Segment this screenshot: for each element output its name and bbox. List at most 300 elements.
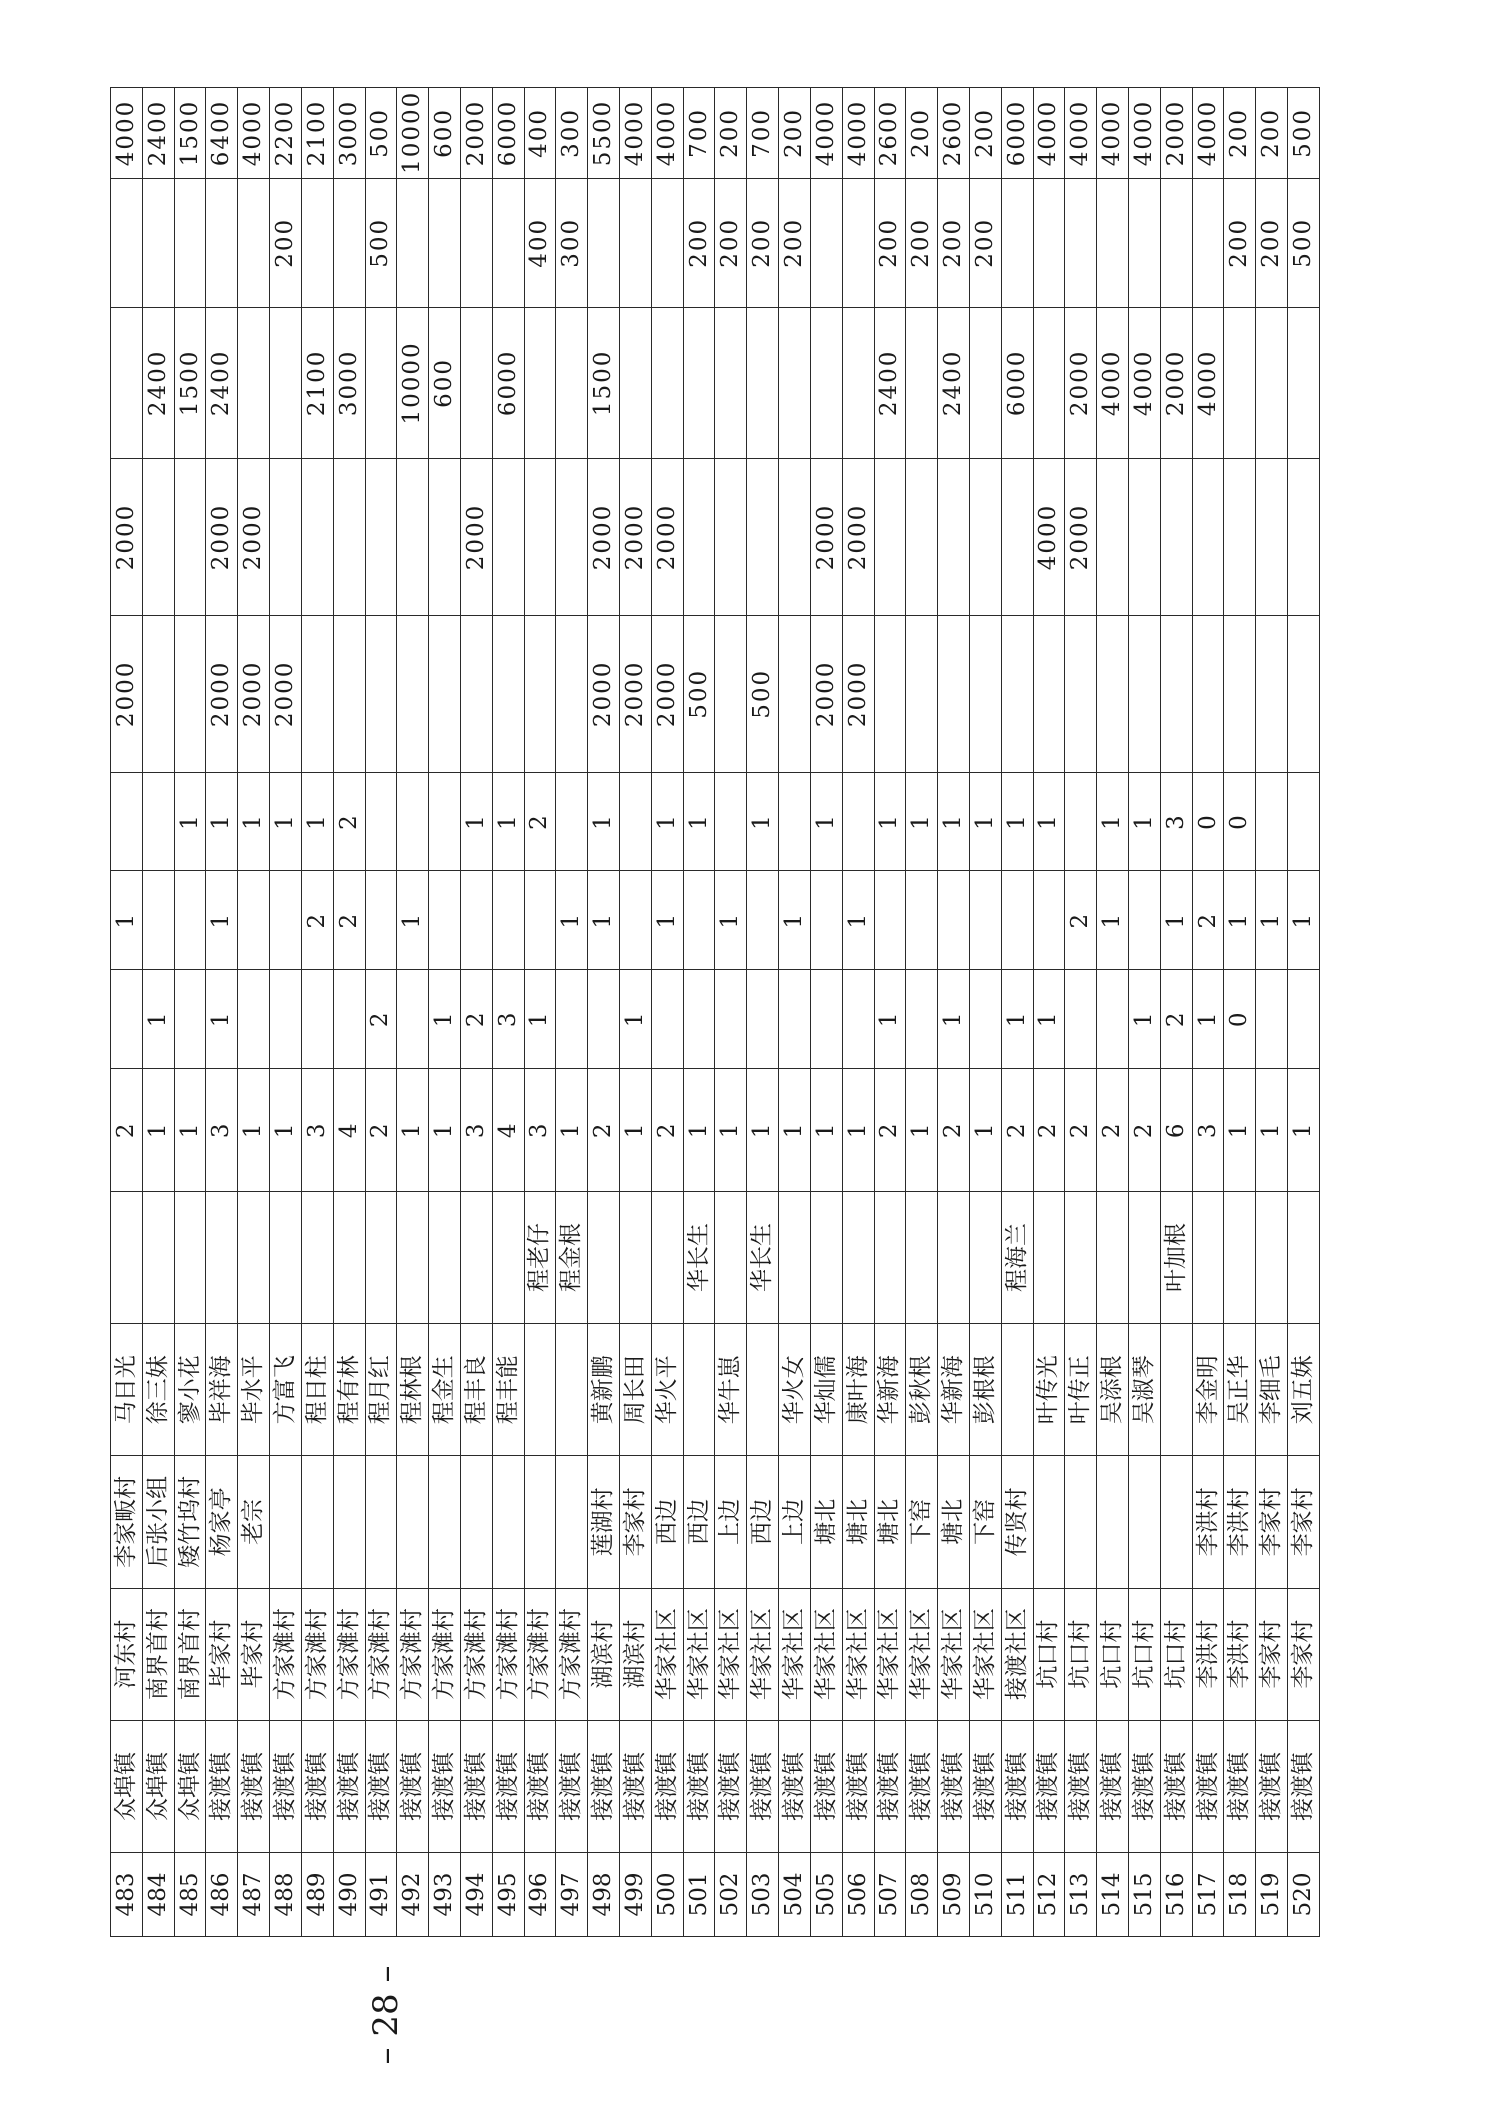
cell-amount-c — [906, 307, 938, 458]
cell-count-b — [460, 871, 492, 970]
cell-amount-b — [270, 459, 302, 616]
table-row — [683, 88, 715, 1937]
cell-household-size: 1 — [397, 1068, 429, 1191]
table-row — [779, 88, 811, 1937]
cell-household-size: 1 — [779, 1068, 811, 1191]
cell-count-c: 1 — [301, 772, 333, 871]
cell-row-number: 499 — [620, 1852, 652, 1936]
cell-amount-b: 2000 — [460, 459, 492, 616]
cell-amount-c: 2400 — [206, 307, 238, 458]
cell-count-a: 2 — [460, 970, 492, 1069]
cell-amount-b — [142, 459, 174, 616]
cell-row-number: 514 — [1097, 1852, 1129, 1936]
cell-amount-d — [429, 178, 461, 307]
cell-amount-a: 2000 — [810, 615, 842, 772]
cell-count-a: 1 — [429, 970, 461, 1069]
cell-amount-d — [333, 178, 365, 307]
cell-town: 接渡镇 — [301, 1720, 333, 1852]
cell-group: 上边 — [715, 1456, 747, 1588]
cell-amount-c — [683, 307, 715, 458]
cell-count-c: 1 — [810, 772, 842, 871]
cell-community: 方家滩村 — [397, 1588, 429, 1720]
cell-total: 6000 — [492, 88, 524, 179]
cell-row-number: 494 — [460, 1852, 492, 1936]
cell-group: 塘北 — [874, 1456, 906, 1588]
cell-amount-d — [1033, 178, 1065, 307]
cell-amount-d: 200 — [270, 178, 302, 307]
cell-count-b: 1 — [1160, 871, 1192, 970]
cell-row-number: 501 — [683, 1852, 715, 1936]
cell-count-a: 1 — [1033, 970, 1065, 1069]
cell-count-c: 1 — [651, 772, 683, 871]
cell-amount-a — [174, 615, 206, 772]
cell-amount-d — [1065, 178, 1097, 307]
cell-amount-b — [333, 459, 365, 616]
cell-town: 接渡镇 — [460, 1720, 492, 1852]
cell-total: 4000 — [238, 88, 270, 179]
table-row — [810, 88, 842, 1937]
cell-amount-d: 500 — [365, 178, 397, 307]
cell-amount-b: 4000 — [1033, 459, 1065, 616]
cell-row-number: 505 — [810, 1852, 842, 1936]
cell-count-a — [810, 970, 842, 1069]
table-row — [1097, 88, 1129, 1937]
cell-count-a: 1 — [524, 970, 556, 1069]
cell-row-number: 491 — [365, 1852, 397, 1936]
cell-amount-d: 200 — [874, 178, 906, 307]
cell-community: 河东村 — [111, 1588, 143, 1720]
cell-applicant: 方富飞 — [270, 1324, 302, 1456]
cell-count-a — [1256, 970, 1288, 1069]
cell-applicant: 程日柱 — [301, 1324, 333, 1456]
cell-amount-b: 2000 — [588, 459, 620, 616]
cell-amount-a: 2000 — [206, 615, 238, 772]
cell-amount-b — [1001, 459, 1033, 616]
cell-applicant — [683, 1324, 715, 1456]
cell-group — [1065, 1456, 1097, 1588]
cell-group — [333, 1456, 365, 1588]
cell-amount-c: 1500 — [174, 307, 206, 458]
cell-total: 6400 — [206, 88, 238, 179]
cell-household-size: 3 — [524, 1068, 556, 1191]
cell-row-number: 483 — [111, 1852, 143, 1936]
cell-other-person: 程海兰 — [1001, 1191, 1033, 1323]
cell-town: 众埠镇 — [111, 1720, 143, 1852]
cell-row-number: 495 — [492, 1852, 524, 1936]
cell-count-b: 1 — [842, 871, 874, 970]
cell-count-a: 1 — [620, 970, 652, 1069]
cell-count-b — [969, 871, 1001, 970]
cell-count-b — [524, 871, 556, 970]
cell-count-b — [238, 871, 270, 970]
cell-count-b: 1 — [206, 871, 238, 970]
cell-count-a: 1 — [1001, 970, 1033, 1069]
relief-table — [110, 87, 1320, 1937]
cell-amount-c — [238, 307, 270, 458]
table-row — [429, 88, 461, 1937]
cell-applicant — [747, 1324, 779, 1456]
cell-group: 西边 — [651, 1456, 683, 1588]
cell-count-b — [874, 871, 906, 970]
cell-other-person — [397, 1191, 429, 1323]
cell-amount-d — [810, 178, 842, 307]
cell-row-number: 504 — [779, 1852, 811, 1936]
cell-group — [270, 1456, 302, 1588]
cell-other-person — [1097, 1191, 1129, 1323]
cell-town: 接渡镇 — [238, 1720, 270, 1852]
cell-row-number: 506 — [842, 1852, 874, 1936]
cell-amount-d: 200 — [1224, 178, 1256, 307]
cell-amount-a — [779, 615, 811, 772]
cell-count-b: 1 — [651, 871, 683, 970]
cell-household-size: 1 — [270, 1068, 302, 1191]
cell-amount-d — [460, 178, 492, 307]
cell-other-person — [429, 1191, 461, 1323]
table-row — [142, 88, 174, 1937]
cell-count-b — [1001, 871, 1033, 970]
cell-applicant: 程月红 — [365, 1324, 397, 1456]
cell-count-b: 1 — [556, 871, 588, 970]
cell-total: 10000 — [397, 88, 429, 179]
cell-community: 李洪村 — [1192, 1588, 1224, 1720]
cell-group — [460, 1456, 492, 1588]
cell-household-size: 2 — [1065, 1068, 1097, 1191]
cell-applicant: 程丰良 — [460, 1324, 492, 1456]
cell-row-number: 498 — [588, 1852, 620, 1936]
cell-amount-c — [1288, 307, 1320, 458]
table-row — [333, 88, 365, 1937]
cell-household-size: 1 — [556, 1068, 588, 1191]
cell-group — [365, 1456, 397, 1588]
cell-count-b: 1 — [397, 871, 429, 970]
table-row — [1288, 88, 1320, 1937]
cell-row-number: 490 — [333, 1852, 365, 1936]
cell-count-c — [429, 772, 461, 871]
cell-amount-b — [1129, 459, 1161, 616]
cell-row-number: 509 — [938, 1852, 970, 1936]
cell-applicant: 毕祥海 — [206, 1324, 238, 1456]
table-body — [111, 88, 1320, 1937]
cell-amount-b — [1224, 459, 1256, 616]
cell-household-size: 2 — [111, 1068, 143, 1191]
cell-town: 接渡镇 — [779, 1720, 811, 1852]
cell-amount-a — [429, 615, 461, 772]
cell-other-person: 程金根 — [556, 1191, 588, 1323]
cell-amount-a — [524, 615, 556, 772]
cell-count-a — [1097, 970, 1129, 1069]
table-row — [174, 88, 206, 1937]
cell-count-b — [270, 871, 302, 970]
cell-count-c — [620, 772, 652, 871]
cell-count-b — [620, 871, 652, 970]
cell-group: 传贤村 — [1001, 1456, 1033, 1588]
cell-amount-d: 200 — [683, 178, 715, 307]
cell-amount-d: 200 — [779, 178, 811, 307]
cell-community: 华家社区 — [842, 1588, 874, 1720]
cell-amount-a: 2000 — [270, 615, 302, 772]
cell-community: 毕家村 — [206, 1588, 238, 1720]
cell-amount-c: 3000 — [333, 307, 365, 458]
cell-amount-c — [969, 307, 1001, 458]
cell-amount-a — [1065, 615, 1097, 772]
cell-count-a — [651, 970, 683, 1069]
table-row — [1065, 88, 1097, 1937]
cell-count-c: 1 — [174, 772, 206, 871]
cell-count-b: 1 — [1288, 871, 1320, 970]
cell-count-a: 1 — [938, 970, 970, 1069]
cell-group: 下窑 — [969, 1456, 1001, 1588]
cell-count-b: 1 — [779, 871, 811, 970]
cell-group — [429, 1456, 461, 1588]
page-number — [326, 1965, 446, 2065]
cell-row-number: 517 — [1192, 1852, 1224, 1936]
cell-other-person — [1129, 1191, 1161, 1323]
cell-amount-a — [1160, 615, 1192, 772]
cell-count-a: 1 — [1129, 970, 1161, 1069]
cell-other-person — [1065, 1191, 1097, 1323]
cell-applicant: 吴淑琴 — [1129, 1324, 1161, 1456]
cell-applicant: 马日光 — [111, 1324, 143, 1456]
page-number-dash-left: – — [366, 2036, 406, 2065]
cell-household-size: 1 — [842, 1068, 874, 1191]
cell-household-size: 1 — [429, 1068, 461, 1191]
cell-applicant: 华新海 — [938, 1324, 970, 1456]
cell-total: 700 — [683, 88, 715, 179]
table-row — [874, 88, 906, 1937]
cell-count-a: 1 — [206, 970, 238, 1069]
cell-other-person — [142, 1191, 174, 1323]
cell-amount-c: 4000 — [1129, 307, 1161, 458]
cell-amount-a: 500 — [683, 615, 715, 772]
table-row — [906, 88, 938, 1937]
cell-applicant: 徐三妹 — [142, 1324, 174, 1456]
cell-household-size: 1 — [810, 1068, 842, 1191]
cell-total: 4000 — [1192, 88, 1224, 179]
cell-count-c: 2 — [333, 772, 365, 871]
cell-group — [1129, 1456, 1161, 1588]
cell-town: 众埠镇 — [142, 1720, 174, 1852]
cell-town: 接渡镇 — [969, 1720, 1001, 1852]
table-row — [651, 88, 683, 1937]
cell-group: 杨家亭 — [206, 1456, 238, 1588]
cell-other-person — [111, 1191, 143, 1323]
cell-group: 李洪村 — [1224, 1456, 1256, 1588]
cell-amount-c — [365, 307, 397, 458]
cell-applicant: 李金明 — [1192, 1324, 1224, 1456]
cell-household-size: 1 — [620, 1068, 652, 1191]
cell-community: 坑口村 — [1065, 1588, 1097, 1720]
cell-community: 华家社区 — [715, 1588, 747, 1720]
cell-amount-b — [556, 459, 588, 616]
cell-town: 接渡镇 — [1129, 1720, 1161, 1852]
cell-town: 接渡镇 — [683, 1720, 715, 1852]
cell-amount-d — [206, 178, 238, 307]
table-row — [1001, 88, 1033, 1937]
cell-community: 华家社区 — [938, 1588, 970, 1720]
cell-row-number: 516 — [1160, 1852, 1192, 1936]
cell-amount-c — [810, 307, 842, 458]
table-row — [460, 88, 492, 1937]
cell-group: 塘北 — [810, 1456, 842, 1588]
table-row — [556, 88, 588, 1937]
cell-amount-b — [365, 459, 397, 616]
table-row — [1160, 88, 1192, 1937]
cell-group: 矮竹坞村 — [174, 1456, 206, 1588]
cell-count-c: 1 — [206, 772, 238, 871]
cell-group: 李家畈村 — [111, 1456, 143, 1588]
cell-applicant: 吴正华 — [1224, 1324, 1256, 1456]
cell-group: 莲湖村 — [588, 1456, 620, 1588]
cell-amount-b — [524, 459, 556, 616]
cell-community: 李家村 — [1256, 1588, 1288, 1720]
cell-count-c — [556, 772, 588, 871]
cell-community: 方家滩村 — [429, 1588, 461, 1720]
cell-town: 接渡镇 — [1192, 1720, 1224, 1852]
cell-count-b: 2 — [1192, 871, 1224, 970]
cell-row-number: 496 — [524, 1852, 556, 1936]
cell-household-size: 1 — [906, 1068, 938, 1191]
cell-count-a — [301, 970, 333, 1069]
cell-total: 400 — [524, 88, 556, 179]
cell-applicant: 华新海 — [874, 1324, 906, 1456]
cell-total: 4000 — [111, 88, 143, 179]
cell-amount-d — [1129, 178, 1161, 307]
cell-town: 接渡镇 — [1160, 1720, 1192, 1852]
cell-household-size: 1 — [969, 1068, 1001, 1191]
cell-amount-a — [301, 615, 333, 772]
cell-count-c: 1 — [460, 772, 492, 871]
cell-other-person — [1224, 1191, 1256, 1323]
cell-count-c: 0 — [1224, 772, 1256, 871]
cell-total: 4000 — [1097, 88, 1129, 179]
cell-row-number: 489 — [301, 1852, 333, 1936]
cell-amount-b: 2000 — [111, 459, 143, 616]
cell-count-a — [683, 970, 715, 1069]
cell-count-b — [938, 871, 970, 970]
cell-count-b: 2 — [1065, 871, 1097, 970]
cell-total: 2200 — [270, 88, 302, 179]
cell-community: 湖滨村 — [620, 1588, 652, 1720]
cell-amount-a — [142, 615, 174, 772]
cell-amount-a — [492, 615, 524, 772]
cell-amount-c: 2000 — [1160, 307, 1192, 458]
cell-count-c: 1 — [906, 772, 938, 871]
cell-total: 4000 — [1065, 88, 1097, 179]
table-row — [1033, 88, 1065, 1937]
cell-amount-d: 200 — [1256, 178, 1288, 307]
cell-other-person — [1256, 1191, 1288, 1323]
cell-household-size: 1 — [174, 1068, 206, 1191]
cell-amount-b — [1192, 459, 1224, 616]
cell-count-a — [333, 970, 365, 1069]
cell-amount-b — [683, 459, 715, 616]
cell-count-c — [1256, 772, 1288, 871]
cell-amount-a — [365, 615, 397, 772]
cell-amount-b — [429, 459, 461, 616]
cell-applicant: 叶传正 — [1065, 1324, 1097, 1456]
cell-town: 接渡镇 — [333, 1720, 365, 1852]
cell-group: 李家村 — [1256, 1456, 1288, 1588]
cell-group — [1033, 1456, 1065, 1588]
cell-applicant: 华火女 — [779, 1324, 811, 1456]
cell-count-a: 1 — [1192, 970, 1224, 1069]
cell-community: 方家滩村 — [270, 1588, 302, 1720]
cell-amount-d — [142, 178, 174, 307]
cell-household-size: 2 — [1033, 1068, 1065, 1191]
cell-household-size: 1 — [683, 1068, 715, 1191]
cell-total: 5500 — [588, 88, 620, 179]
cell-count-c: 1 — [238, 772, 270, 871]
cell-total: 2600 — [938, 88, 970, 179]
cell-other-person — [906, 1191, 938, 1323]
cell-amount-a: 500 — [747, 615, 779, 772]
cell-applicant: 程林根 — [397, 1324, 429, 1456]
cell-group: 塘北 — [842, 1456, 874, 1588]
cell-other-person — [1033, 1191, 1065, 1323]
cell-amount-c: 2400 — [874, 307, 906, 458]
cell-total: 300 — [556, 88, 588, 179]
cell-household-size: 2 — [1001, 1068, 1033, 1191]
cell-community: 李家村 — [1288, 1588, 1320, 1720]
cell-community: 坑口村 — [1097, 1588, 1129, 1720]
cell-row-number: 502 — [715, 1852, 747, 1936]
cell-amount-a — [1288, 615, 1320, 772]
table-row — [1224, 88, 1256, 1937]
cell-amount-c: 10000 — [397, 307, 429, 458]
cell-total: 2000 — [1160, 88, 1192, 179]
cell-household-size: 1 — [747, 1068, 779, 1191]
cell-household-size: 1 — [715, 1068, 747, 1191]
cell-count-b: 1 — [111, 871, 143, 970]
cell-household-size: 2 — [365, 1068, 397, 1191]
cell-count-b — [1129, 871, 1161, 970]
cell-amount-b — [1288, 459, 1320, 616]
cell-town: 接渡镇 — [429, 1720, 461, 1852]
table-row — [620, 88, 652, 1937]
cell-amount-a — [1256, 615, 1288, 772]
cell-amount-c — [111, 307, 143, 458]
cell-community: 华家社区 — [969, 1588, 1001, 1720]
cell-total: 4000 — [810, 88, 842, 179]
cell-count-a — [397, 970, 429, 1069]
cell-count-b — [174, 871, 206, 970]
cell-amount-c — [270, 307, 302, 458]
cell-amount-c: 2400 — [142, 307, 174, 458]
cell-amount-d — [111, 178, 143, 307]
cell-other-person — [620, 1191, 652, 1323]
cell-count-a — [270, 970, 302, 1069]
cell-count-a — [111, 970, 143, 1069]
cell-amount-d: 200 — [715, 178, 747, 307]
cell-amount-b — [301, 459, 333, 616]
cell-total: 2600 — [874, 88, 906, 179]
cell-community: 坑口村 — [1033, 1588, 1065, 1720]
cell-total: 3000 — [333, 88, 365, 179]
table-row — [1256, 88, 1288, 1937]
cell-household-size: 1 — [1224, 1068, 1256, 1191]
cell-amount-d — [1097, 178, 1129, 307]
cell-amount-b — [779, 459, 811, 616]
cell-other-person: 叶加根 — [1160, 1191, 1192, 1323]
cell-count-a — [1065, 970, 1097, 1069]
cell-amount-c — [779, 307, 811, 458]
cell-count-a: 1 — [142, 970, 174, 1069]
cell-amount-a — [938, 615, 970, 772]
cell-amount-b: 2000 — [651, 459, 683, 616]
table-row — [238, 88, 270, 1937]
cell-other-person — [238, 1191, 270, 1323]
cell-count-b — [810, 871, 842, 970]
